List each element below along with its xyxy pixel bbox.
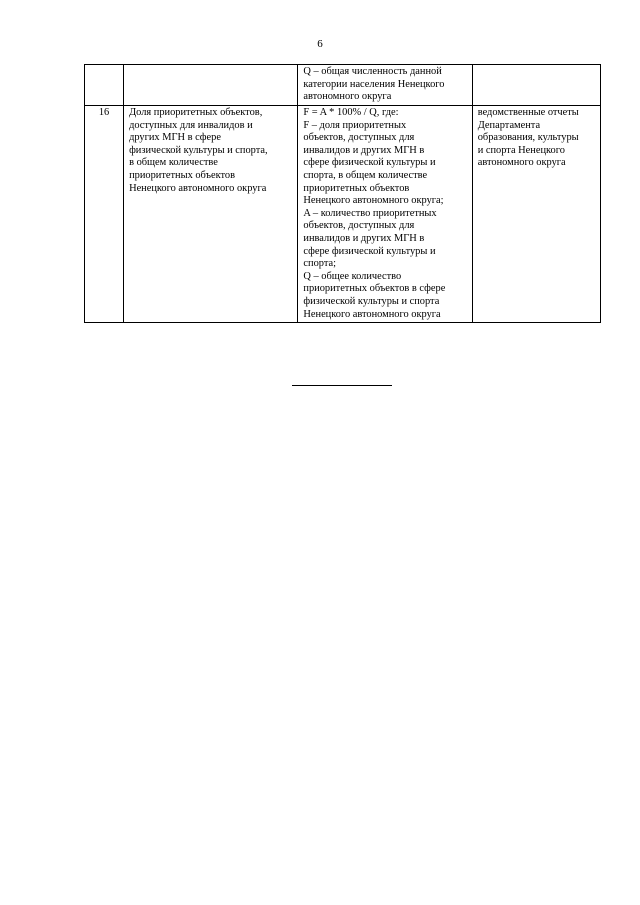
formula-cell <box>298 65 472 106</box>
cell-text-line: автономного округа <box>303 91 392 103</box>
cell-text-line: Ненецкого автономного округа <box>303 308 441 320</box>
cell-text-line: физической культуры и спорта, <box>129 144 268 156</box>
cell-text-line: ведомственные отчеты <box>477 107 579 118</box>
cell-text-line: инвалидов и других МГН в <box>303 232 425 244</box>
row-number-cell <box>85 65 124 106</box>
cell-text-line: образования, культуры <box>477 132 579 144</box>
cell-text-line: приоритетных объектов <box>129 169 235 181</box>
cell-text-line: и спорта Ненецкого <box>477 144 565 156</box>
cell-text-line: объектов, доступных для <box>303 132 415 144</box>
cell-text-line: Ненецкого автономного округа <box>129 182 267 194</box>
cell-text-line: автономного округа <box>477 157 566 169</box>
cell-text-line: других МГН в сфере <box>129 132 221 144</box>
cell-text-line: A – количество приоритетных <box>303 207 437 219</box>
cell-text-line: физической культуры и спорта <box>303 295 440 307</box>
cell-text-line: в общем количестве <box>129 157 218 169</box>
cell-text-line: доступных для инвалидов и <box>129 119 253 131</box>
data-source-cell <box>472 65 600 106</box>
cell-text-line: спорта, в общем количестве <box>303 169 428 181</box>
end-of-document-rule <box>292 385 392 386</box>
cell-text-line: сфере физической культуры и <box>303 245 436 257</box>
cell-text-line: приоритетных объектов <box>303 182 410 194</box>
cell-text-line: сфере физической культуры и <box>303 157 436 169</box>
cell-text-line: F – доля приоритетных <box>303 119 407 131</box>
page-number: 6 <box>317 38 323 50</box>
cell-text-line: F = A * 100% / Q, где: <box>303 107 399 118</box>
cell-text-line: Доля приоритетных объектов, <box>129 107 263 118</box>
table-row-16 <box>85 106 601 323</box>
cell-text-line: Департамента <box>477 119 541 131</box>
formula-cell <box>298 106 472 323</box>
cell-text-line: Q – общая численность данной <box>303 66 442 77</box>
indicator-name-cell <box>124 106 298 323</box>
indicator-name-cell <box>124 65 298 106</box>
indicators-table <box>84 64 601 323</box>
cell-text-line: объектов, доступных для <box>303 220 415 232</box>
cell-text-line: приоритетных объектов в сфере <box>303 283 446 295</box>
cell-text-line: Ненецкого автономного округа; <box>303 195 444 207</box>
cell-text-line: спорта; <box>303 258 336 270</box>
data-source-cell <box>472 106 600 323</box>
table-row-continuation <box>85 65 601 106</box>
cell-text-line: категории населения Ненецкого <box>303 78 445 90</box>
cell-text-line: инвалидов и других МГН в <box>303 144 425 156</box>
row-number-cell: 16 <box>85 106 124 323</box>
cell-text-line: Q – общее количество <box>303 270 402 282</box>
